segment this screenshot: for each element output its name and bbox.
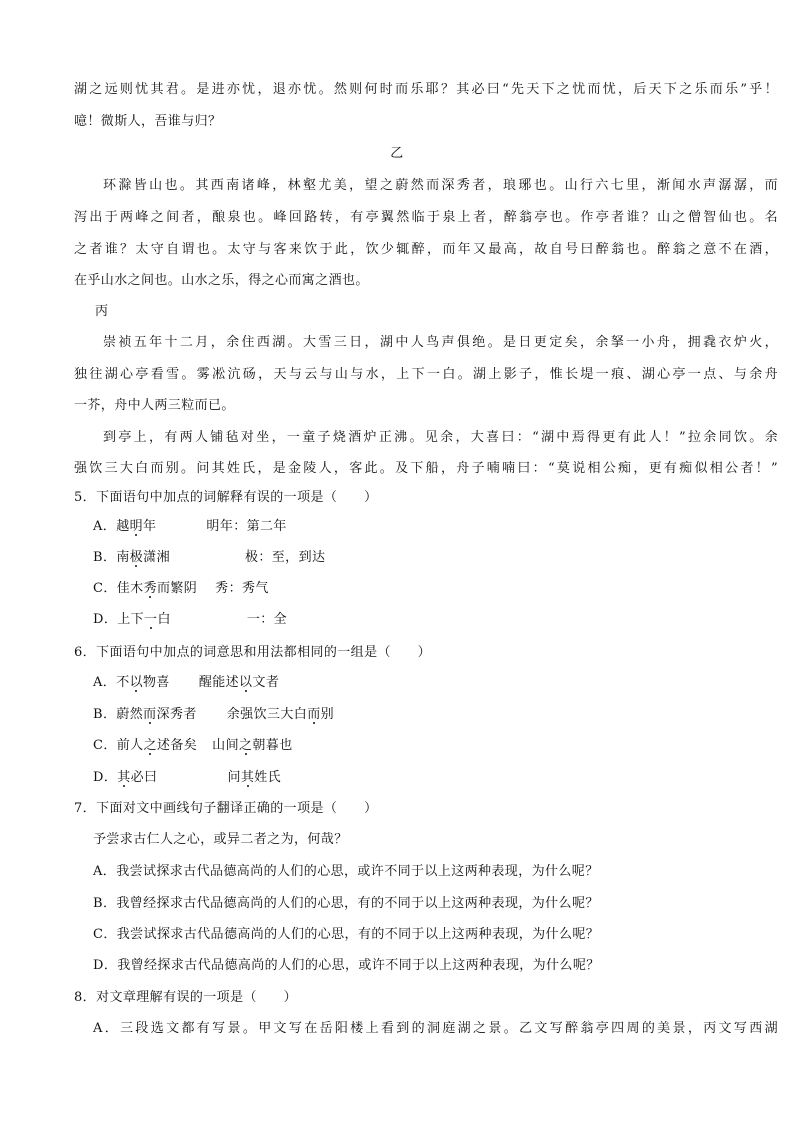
question-6-option-a: A．不以物喜 醒能述以文者: [93, 675, 280, 690]
passage-bing-line: 崇祯五年十二月，余住西湖。大雪三日，湖中人鸟声俱绝。是日更定矣，余拏一小舟，拥毳衣炉火，: [103, 335, 778, 350]
question-6-option-d: D．其必曰 问其姓氏: [93, 770, 282, 785]
question-6-option-b: B．蔚然而深秀者 余强饮三大白而别: [93, 707, 334, 722]
question-7-option-d: D．我曾经探求古代品德高尚的人们的心思，或许不同于以上这两种表现，为什么呢？: [93, 958, 600, 973]
dotted-char: 一: [144, 612, 158, 627]
passage-yi-line: 环滁皆山也。其西南诸峰，林壑尤美，望之蔚然而深秀者，琅琊也。山行六七里，渐闻水声潺潺，而: [103, 178, 778, 193]
dotted-char: 以: [239, 675, 253, 690]
question-7-option-a: A．我尝试探求古代品德高尚的人们的心思，或许不同于以上这两种表现，为什么呢？: [93, 864, 599, 879]
dotted-char: 其: [240, 770, 255, 785]
question-8-stem: 8．对文章理解有误的一项是（ ）: [74, 990, 298, 1005]
dotted-char: 极: [129, 550, 144, 565]
passage-bing-line: 强饮三大白而别。问其姓氏，是金陵人，客此。及下船，舟子喃喃曰：“莫说相公痴，更有痴似相公者！”: [74, 461, 778, 476]
dotted-char: 之: [143, 738, 157, 753]
question-7-option-b: B．我曾经探求古代品德高尚的人们的心思，有的不同于以上这两种表现，为什么呢？: [93, 896, 599, 911]
dotted-char: 而: [143, 707, 157, 722]
question-5-option-c: C．佳木秀而繁阴 秀：秀气: [93, 581, 269, 596]
passage-bing-line: 一芥，舟中人两三粒而已。: [74, 398, 235, 413]
passage-yi-line: 在乎山水之间也。山水之乐，得之心而寓之酒也。: [74, 273, 369, 288]
passage-jia-line: 噫！微斯人，吾谁与归？: [74, 114, 222, 129]
passage-yi-heading: 乙: [390, 146, 404, 161]
dotted-char: 以: [129, 675, 144, 690]
question-7-option-c: C．我尝试探求古代品德高尚的人们的心思，有的不同于以上这两种表现，为什么呢？: [93, 927, 600, 942]
passage-yi-line: 泻出于两峰之间者，酿泉也。峰回路转，有亭翼然临于泉上者，醉翁亭也。作亭者谁？山之僧智仙也。名: [74, 210, 778, 225]
question-5-option-a: A．越明年 明年：第二年: [93, 519, 287, 534]
question-5-option-b: B．南极潇湘 极：至，到达: [93, 550, 326, 565]
dotted-char: 明: [129, 519, 144, 534]
question-8-option-a: A．三段选文都有写景。甲文写在岳阳楼上看到的洞庭湖之景。乙文写醉翁亭四周的美景，丙文写西湖: [93, 1021, 778, 1036]
question-7-quote: 予尝求古仁人之心，或异二者之为，何哉？: [93, 832, 348, 847]
passage-yi-line: 之者谁？太守自谓也。太守与客来饮于此，饮少辄醉，而年又最高，故自号曰醉翁也。醉翁之意不在酒，: [74, 242, 778, 257]
question-6-option-c: C．前人之述备矣 山间之朝暮也: [93, 738, 293, 753]
question-7-stem: 7．下面对文中画线句子翻译正确的一项是（ ）: [74, 801, 378, 816]
question-5-option-d: D．上下一白 一：全: [93, 612, 288, 627]
passage-bing-line: 到亭上，有两人铺毡对坐，一童子烧酒炉正沸。见余，大喜曰：“湖中焉得更有此人！”拉余同饮。余: [103, 430, 778, 445]
dotted-char: 其: [117, 770, 131, 785]
passage-jia-line: 湖之远则忧其君。是进亦忧，退亦忧。然则何时而乐耶？其必曰“先天下之忧而忧，后天下之乐而乐”乎！: [74, 82, 778, 97]
question-5-stem: 5．下面语句中加点的词解释有误的一项是（ ）: [74, 490, 378, 505]
passage-bing-heading: 丙: [95, 304, 109, 319]
dotted-char: 秀: [143, 581, 157, 596]
passage-bing-line: 独往湖心亭看雪。雾凇沆砀，天与云与山与水，上下一白。湖上影子，惟长堤一痕、湖心亭一点、与余舟: [74, 367, 778, 382]
question-6-stem: 6．下面语句中加点的词意思和用法都相同的一组是（ ）: [74, 645, 432, 660]
dotted-char: 之: [238, 738, 253, 753]
dotted-char: 而: [307, 707, 321, 722]
